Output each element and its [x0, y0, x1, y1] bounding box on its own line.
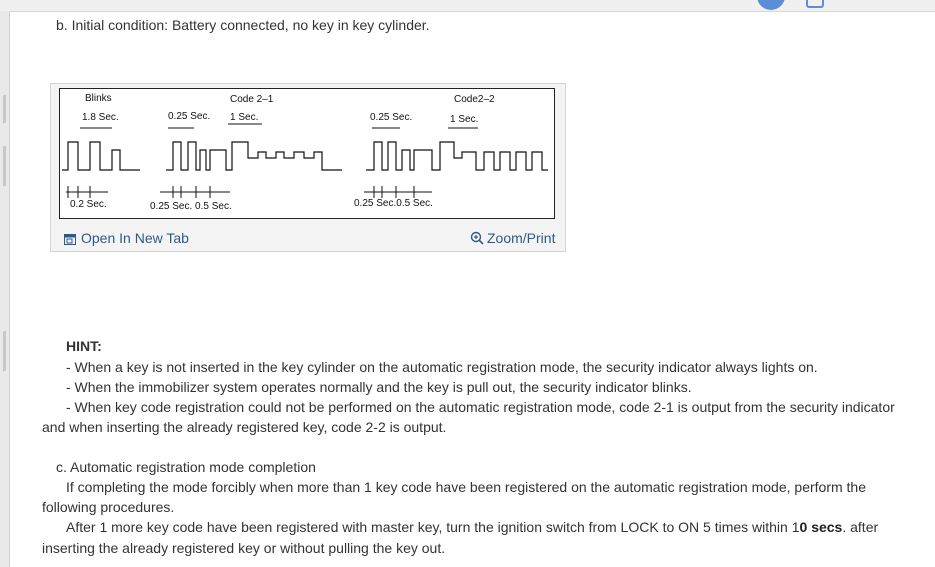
waveform-code-2-2: [366, 142, 548, 170]
label-1-8-sec: 1.8 Sec.: [82, 112, 119, 123]
label-0-25-0-5-sec: 0.25 Sec. 0.5 Sec.: [150, 201, 232, 212]
step-b-text: b. Initial condition: Battery connected, no key in key cylinder.: [56, 17, 430, 33]
step-c-para-1: If completing the mode forcibly when more than 1 key code have been registered on the automatic registration mode, perform the: [66, 479, 866, 495]
label-blinks: Blinks: [85, 93, 112, 104]
label-1-sec: 1 Sec.: [230, 112, 259, 123]
label-0-25-sec: 0.25 Sec.: [168, 111, 211, 122]
label-0-2-sec: 0.2 Sec.: [70, 199, 107, 210]
hint-line-3-cont: and when inserting the already registered key, code 2-2 is output.: [42, 419, 447, 435]
hint-line-2: - When the immobilizer system operates normally and the key is pull out, the security indicator blinks.: [66, 379, 692, 395]
step-c-para-2: [66, 517, 878, 537]
new-tab-icon: [64, 231, 76, 249]
waveform-code-2-1: [166, 142, 342, 170]
step-c-title: c. Automatic registration mode completion: [56, 459, 316, 475]
zoom-icon: [470, 231, 484, 249]
step-c-para-2-pre: After 1 more key code have been registered with master key, turn the ignition switch from LOCK to ON 5 times within 1: [66, 519, 800, 535]
label-0-25-0-5-sec: 0.25 Sec.0.5 Sec.: [354, 198, 433, 209]
label-code-2-1: Code 2–1: [230, 94, 274, 105]
label-code-2-2: Code2–2: [454, 94, 495, 105]
open-in-new-tab-label: Open In New Tab: [81, 230, 189, 246]
label-1-sec: 1 Sec.: [450, 114, 479, 125]
hint-line-3: - When key code registration could not be performed on the automatic registration mode, code 2-1 is output from the security indicator: [66, 399, 895, 415]
open-in-new-tab-link[interactable]: [64, 229, 189, 249]
step-c-para-2-post: . after: [842, 519, 879, 535]
zoom-print-label: Zoom/Print: [487, 230, 556, 246]
step-c-para-1-cont: following procedures.: [42, 499, 175, 515]
waveform-blink: [62, 142, 140, 170]
label-0-25-sec: 0.25 Sec.: [370, 112, 413, 123]
hint-line-1: - When a key is not inserted in the key cylinder on the automatic registration mode, the security indicator always lights on.: [66, 359, 818, 375]
hint-title: HINT:: [66, 338, 102, 354]
zoom-print-link[interactable]: [470, 229, 555, 249]
step-c-para-2-cont: inserting the already registered key or without pulling the key out.: [42, 540, 446, 556]
step-c-time-bold: 0 secs: [799, 519, 843, 535]
